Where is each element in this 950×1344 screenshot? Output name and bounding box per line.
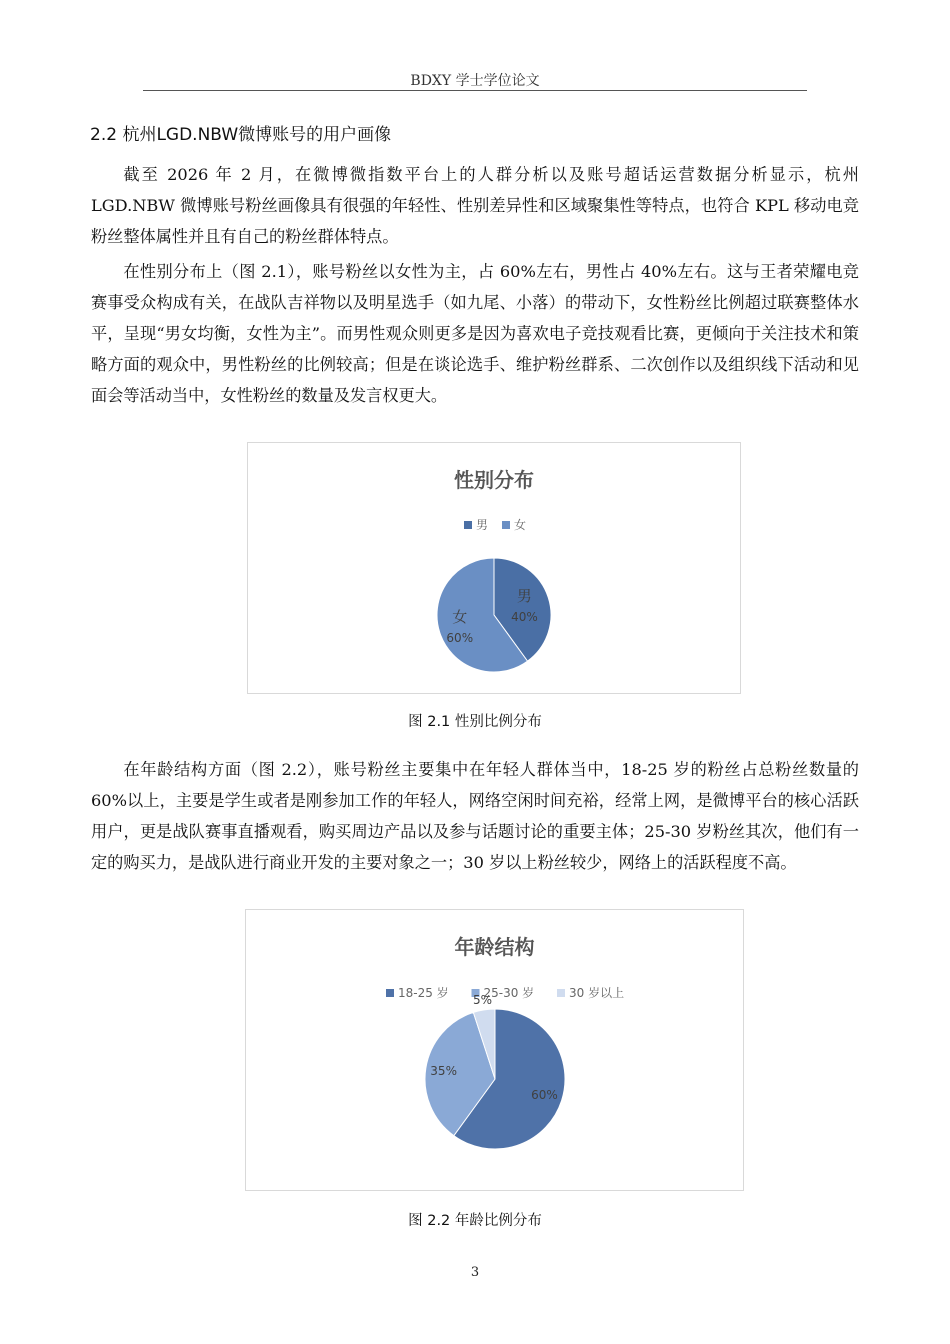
chart-title: 性别分布 — [454, 468, 534, 492]
legend-swatch — [386, 989, 394, 997]
slice-percent-label: 35% — [430, 1063, 457, 1078]
legend-entry: 30 岁以上 — [569, 986, 625, 1000]
figure-gender-chart — [247, 442, 741, 694]
header-rule — [143, 90, 807, 91]
figure-caption-gender: 图 2.1 性别比例分布 — [408, 714, 542, 730]
section-heading: 2.2 杭州LGD.NBW微博账号的用户画像 — [90, 125, 392, 145]
slice-percent-label: 5% — [472, 992, 493, 1007]
slice-percent-label: 60% — [531, 1088, 558, 1103]
figure-age-chart — [245, 909, 744, 1191]
figure-caption-age: 图 2.2 年龄比例分布 — [408, 1213, 542, 1229]
legend-entry: 18-25 岁 — [398, 986, 449, 1000]
page-number: 3 — [470, 1265, 480, 1280]
legend-entry: 女 — [514, 518, 527, 532]
paragraph-intro: 截至 2026 年 2 月，在微博微指数平台上的人群分析以及账号超话运营数据分析显示，杭州 LGD.NBW 微博账号粉丝画像具有很强的年轻性、性别差异性和区域聚集性等特点，也符合 KPL 移动电竞粉丝整体属性并且有自己的粉丝群体特点。 — [91, 165, 859, 246]
gender-pie-chart — [248, 443, 740, 693]
slice-category-label: 女 — [452, 608, 468, 627]
legend-swatch — [464, 521, 472, 529]
age-pie-chart — [246, 910, 743, 1190]
paragraph-age: 在年龄结构方面（图 2.2），账号粉丝主要集中在年轻人群体当中，18-25 岁的粉丝占总粉丝数量的 60%以上，主要是学生或者是刚参加工作的年轻人，网络空闲时间充裕，经常上网，是微博平台的核心活跃用户，更是战队赛事直播观看，购买周边产品以及参与话题讨论的重要主体；25-30 岁粉丝其次，他们有一定的购买力，是战队进行商业开发的主要对象之一；30 岁以上粉丝较少，网络上的活跃程度不高。 — [91, 760, 859, 872]
chart-title: 年龄结构 — [454, 935, 535, 959]
legend-entry: 25-30 岁 — [483, 986, 535, 1000]
slice-category-label: 男 — [516, 587, 532, 606]
slice-percent-label: 40% — [511, 610, 538, 625]
paragraph-gender: 在性别分布上（图 2.1），账号粉丝以女性为主，占 60%左右，男性占 40%左右。这与王者荣耀电竞赛事受众构成有关，在战队吉祥物以及明星选手（如九尾、小落）的带动下，女性粉丝比例超过联赛整体水平，呈现“男女均衡，女性为主”。而男性观众则更多是因为喜欢电子竞技观看比赛，更倾向于关注技术和策略方面的观众中，男性粉丝的比例较高；但是在谈论选手、维护粉丝群系、二次创作以及组织线下活动和见面会等活动当中，女性粉丝的数量及发言权更大。 — [91, 262, 859, 405]
slice-percent-label: 60% — [446, 631, 474, 646]
legend-entry: 男 — [476, 518, 489, 532]
page-header-title: BDXY 学士学位论文 — [410, 73, 540, 89]
legend-swatch — [557, 989, 565, 997]
legend-swatch — [502, 521, 510, 529]
